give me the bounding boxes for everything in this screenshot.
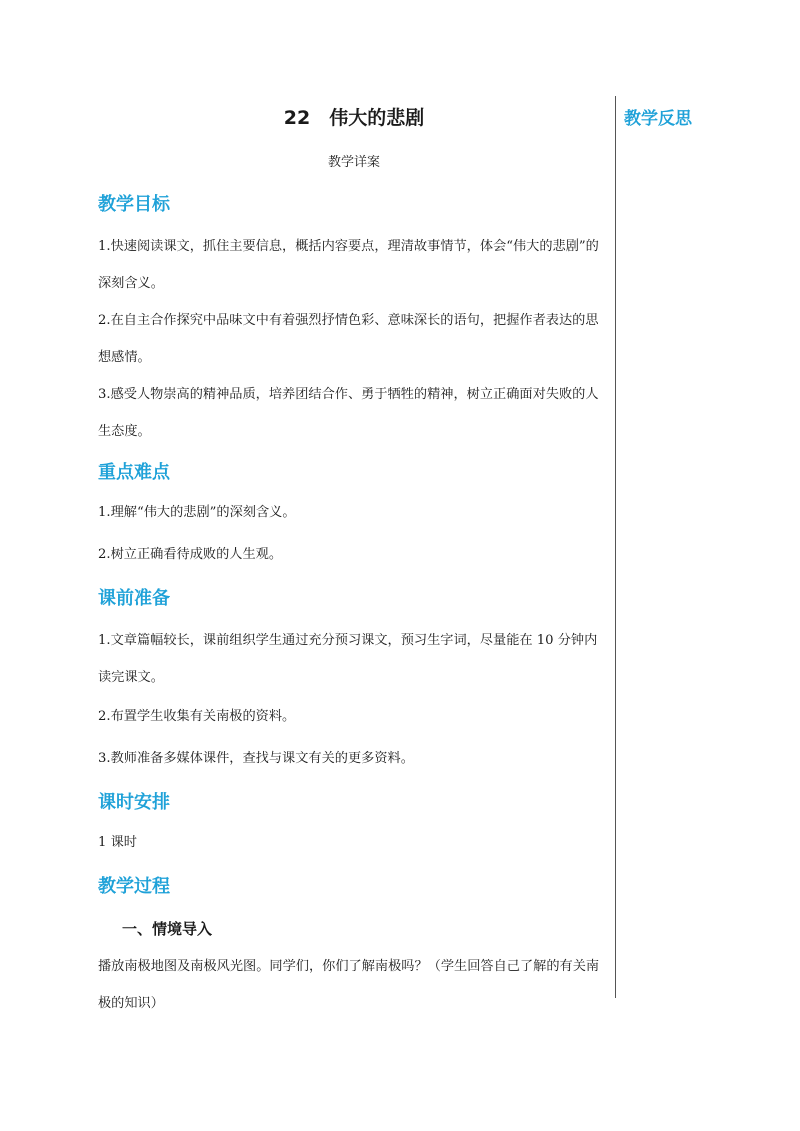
key-point-item-2: 2.树立正确看待成败的人生观。 <box>98 547 283 562</box>
main-column <box>98 96 610 1022</box>
key-point-item-1: 1.理解“伟大的悲剧”的深刻含义。 <box>98 505 296 520</box>
column-divider <box>615 96 616 998</box>
process-subheading: 一、情境导入 <box>122 920 213 938</box>
document-title: 22 伟大的悲剧 <box>283 107 425 129</box>
preparation-heading: 课前准备 <box>98 588 170 609</box>
objective-item-3: 3.感受人物崇高的精神品质，培养团结合作、勇于牺牲的精神，树立正确面对失败的人生态度。 <box>98 387 599 439</box>
schedule-heading: 课时安排 <box>98 792 170 813</box>
reflection-heading: 教学反思 <box>624 109 692 129</box>
schedule-text: 1 课时 <box>98 835 137 850</box>
preparation-item-3: 3.教师准备多媒体课件，查找与课文有关的更多资料。 <box>98 751 414 766</box>
preparation-item-1: 1.文章篇幅较长，课前组织学生通过充分预习课文，预习生字词，尽量能在 10 分钟内读完课文。 <box>98 633 598 685</box>
objective-item-2: 2.在自主合作探究中品味文中有着强烈抒情色彩、意味深长的语句，把握作者表达的思想感情。 <box>98 313 599 365</box>
document-subtitle: 教学详案 <box>327 155 380 170</box>
process-heading: 教学过程 <box>98 876 170 897</box>
objective-item-1: 1.快速阅读课文，抓住主要信息，概括内容要点，理清故事情节，体会“伟大的悲剧”的深刻含义。 <box>98 239 599 291</box>
process-text: 播放南极地图及南极风光图。同学们，你们了解南极吗？（学生回答自己了解的有关南极的知识） <box>98 959 600 1011</box>
preparation-item-2: 2.布置学生收集有关南极的资料。 <box>98 709 296 724</box>
key-points-heading: 重点难点 <box>98 462 170 483</box>
objectives-heading: 教学目标 <box>98 194 170 215</box>
